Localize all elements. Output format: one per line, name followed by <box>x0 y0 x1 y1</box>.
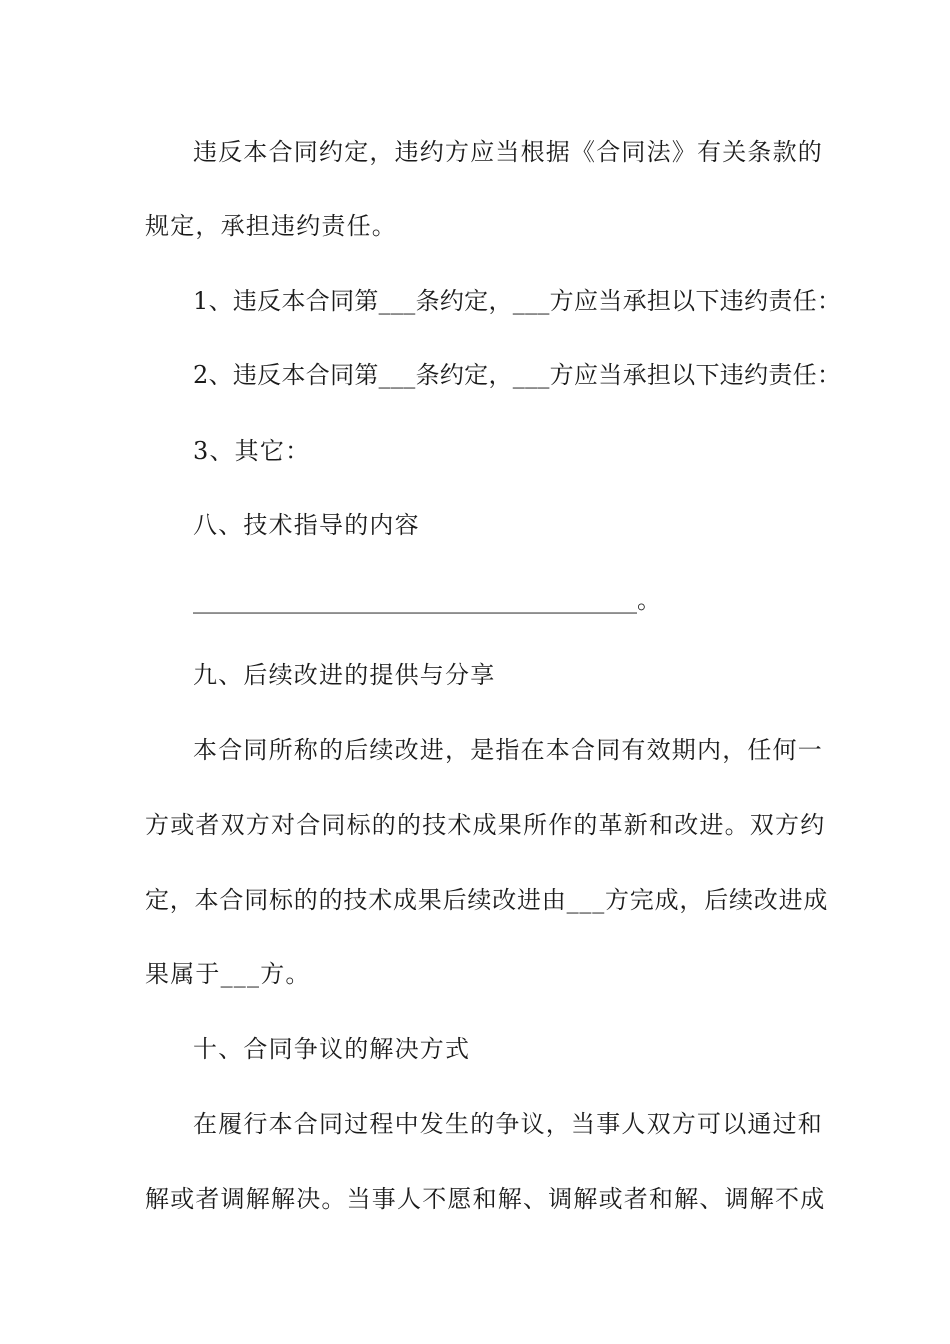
breach-clause-1: 1、违反本合同第___条约定，___方应当承担以下违约责任： <box>193 287 842 315</box>
dispute-paragraph-line-2: 解或者调解解决。当事人不愿和解、调解或者和解、调解不成 <box>145 1185 826 1213</box>
improvement-paragraph-line-4: 果属于___方。 <box>145 960 311 988</box>
paragraph-breach-line-2: 规定，承担违约责任。 <box>145 212 397 240</box>
guidance-content-blank: _____________________________________。 <box>193 586 661 614</box>
dispute-paragraph-line-1: 在履行本合同过程中发生的争议，当事人双方可以通过和 <box>193 1110 823 1138</box>
section-heading-8: 八、技术指导的内容 <box>193 511 420 539</box>
section-heading-10: 十、合同争议的解决方式 <box>193 1035 471 1063</box>
improvement-paragraph-line-2: 方或者双方对合同标的的技术成果所作的革新和改进。双方约 <box>145 811 826 839</box>
improvement-paragraph-line-3: 定，本合同标的的技术成果后续改进由___方完成，后续改进成 <box>145 886 829 914</box>
breach-clause-3: 3、其它： <box>193 437 311 465</box>
breach-clause-2: 2、违反本合同第___条约定，___方应当承担以下违约责任： <box>193 361 842 389</box>
improvement-paragraph-line-1: 本合同所称的后续改进，是指在本合同有效期内，任何一 <box>193 736 823 764</box>
paragraph-breach-line-1: 违反本合同约定，违约方应当根据《合同法》有关条款的 <box>193 138 823 166</box>
section-heading-9: 九、后续改进的提供与分享 <box>193 661 496 689</box>
